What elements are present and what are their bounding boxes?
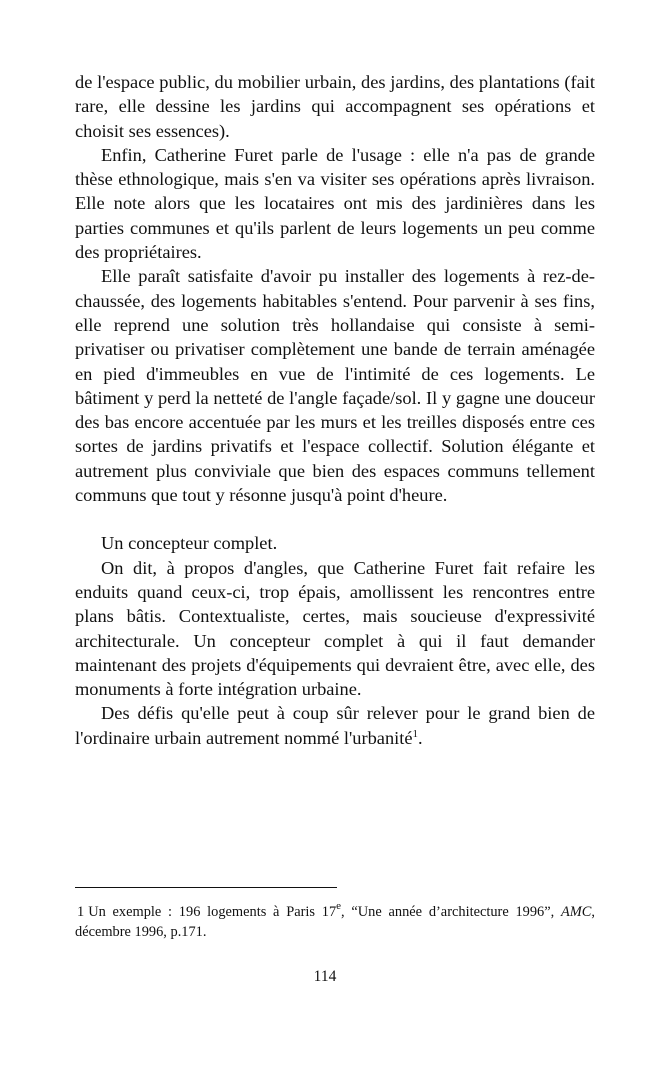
- paragraph-3: Elle paraît satisfaite d'avoir pu installer des logements à rez-de-chaussée, des logements habitables s'entend. Pour parvenir à ses fins, elle reprend une solution très hollandaise qui consiste à semi-privatiser ou privatiser complètement une bande de terrain aménagée en pied d'immeubles en vue de l'intimité de ces logements. Le bâtiment y perd la netteté de l'angle façade/sol. Il y gagne une douceur des bas encore accentuée par les murs et les treilles disposés entre ces sortes de jardins privatifs et l'espace collectif. Solution élégante et autrement plus conviviale que bien des espaces communs tellement communs que tout y résonne jusqu'à point d'heure.: [75, 266, 595, 506]
- footnote-separator: [75, 887, 337, 888]
- footnote-text-start: Un exemple : 196 logements à Paris 17: [88, 904, 337, 920]
- footnote-text-middle: , “Une année d’architecture 1996”,: [341, 904, 555, 920]
- paragraph-1: de l'espace public, du mobilier urbain, des jardins, des plantations (fait rare, elle dessine les jardins qui accompagnent ses opérations et choisit ses essences).: [75, 72, 595, 141]
- body-text: [75, 70, 595, 750]
- footnote-journal: AMC: [561, 904, 592, 920]
- paragraph-4: On dit, à propos d'angles, que Catherine Furet fait refaire les enduits quand ceux-ci, trop épais, amollissent les rencontres entre plans bâtis. Contextualiste, certes, mais soucieuse d'expressivité architecturale. Un concepteur complet à qui il faut demander maintenant des projets d'équipements qui devraient être, avec elle, des monuments à forte intégration urbaine.: [75, 557, 595, 700]
- footnote-superscript: e: [336, 900, 342, 912]
- footnote: [75, 900, 595, 942]
- paragraph-spacer: [75, 507, 595, 531]
- footnote-reference: 1: [412, 727, 419, 740]
- footnote-text-end: , décembre 1996, p.171.: [75, 904, 595, 940]
- final-period: .: [418, 727, 423, 748]
- section-heading: Un concepteur complet.: [101, 533, 278, 554]
- page-number: 114: [313, 968, 337, 985]
- footnote-number: 1: [77, 904, 85, 920]
- paragraph-2: Enfin, Catherine Furet parle de l'usage : elle n'a pas de grande thèse ethnologique, mais s'en va visiter ses opérations après livraison. Elle note alors que les locataires ont mis des jardinières dans les parties communes et qu'ils parlent de leurs logements un peu comme des propriétaires.: [75, 144, 595, 263]
- paragraph-5: [75, 701, 595, 750]
- paragraph-5-text: Des défis qu'elle peut à coup sûr relever pour le grand bien de l'ordinaire urbain autrement nommé l'urbanité: [75, 703, 595, 748]
